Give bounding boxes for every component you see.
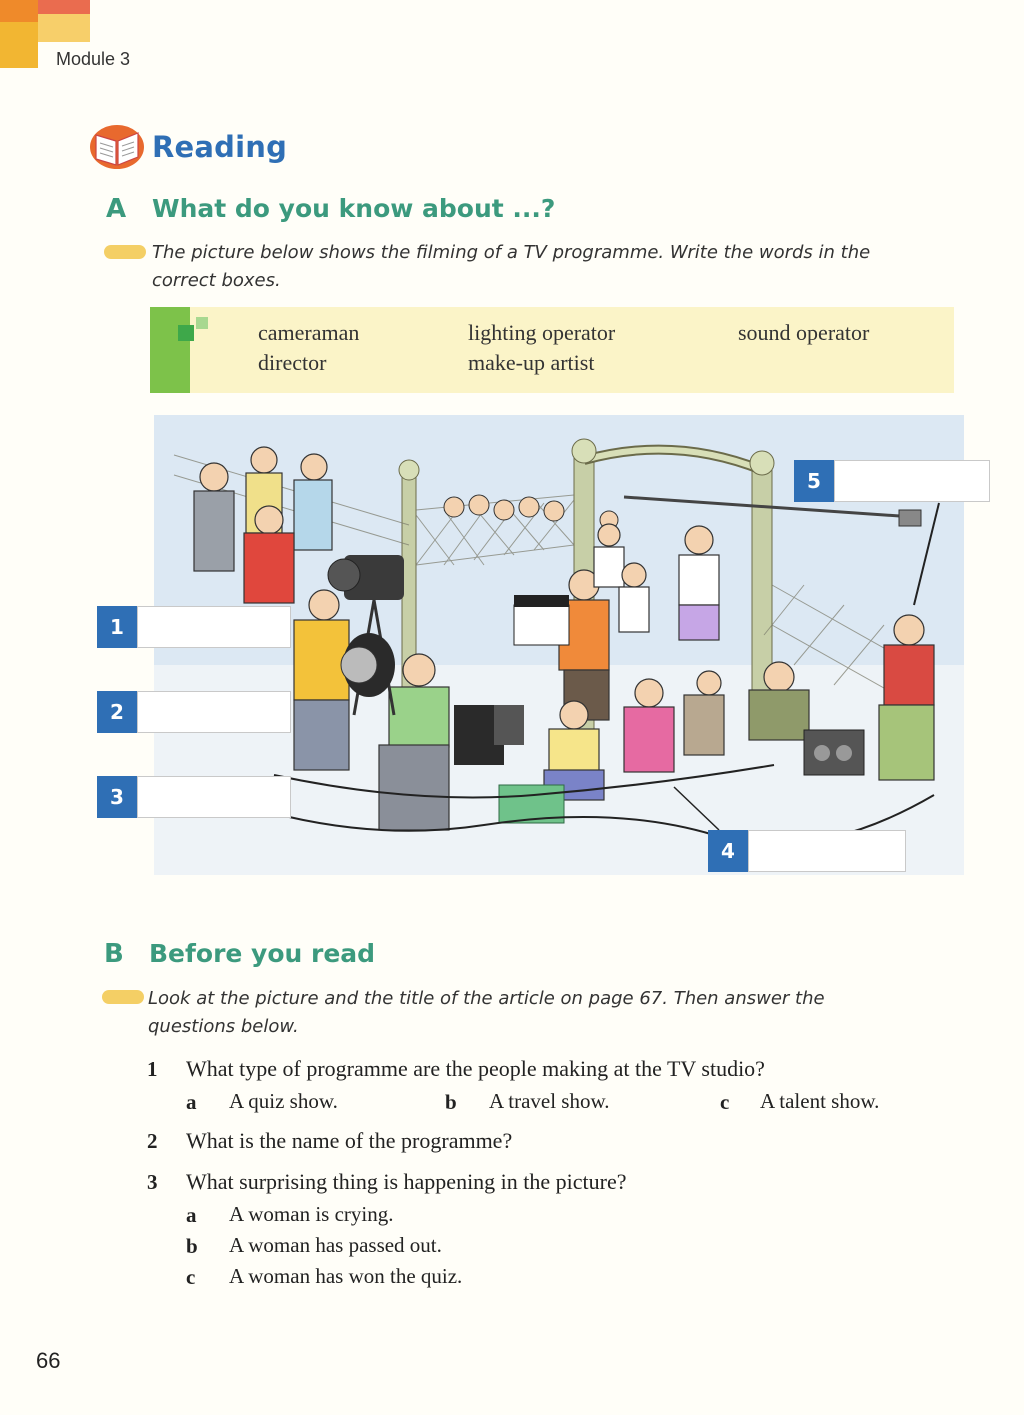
word-lighting-operator: lighting operator [468, 320, 616, 345]
word-bank [150, 307, 954, 393]
section-b-letter: B [104, 939, 124, 969]
answer-box-1[interactable] [97, 606, 291, 648]
question-number: 1 [147, 1057, 158, 1081]
word-cameraman: cameraman [258, 320, 360, 345]
section-a-instruction-line1: The picture below shows the filming of a TV programme. Write the words in the [152, 242, 871, 263]
question-1-text: What type of programme are the people making at the TV studio? [186, 1056, 765, 1081]
answer-box-3[interactable] [97, 776, 291, 818]
answer-box-blank[interactable] [834, 460, 990, 502]
option-text[interactable]: A woman is crying. [229, 1202, 394, 1226]
section-a-letter: A [106, 194, 127, 224]
section-a-instruction-line2: correct boxes. [152, 270, 281, 291]
option-letter: c [186, 1265, 196, 1289]
answer-box-blank[interactable] [748, 830, 906, 872]
question-number: 3 [147, 1170, 158, 1194]
corner-decoration [0, 0, 38, 22]
answer-box-number: 4 [708, 830, 748, 872]
question-2-text: What is the name of the programme? [186, 1128, 513, 1153]
word-director: director [258, 350, 327, 375]
answer-box-number: 5 [794, 460, 834, 502]
answer-box-4[interactable] [708, 830, 906, 872]
word-make-up-artist: make-up artist [468, 350, 595, 375]
section-heading-reading: Reading [152, 130, 288, 164]
answer-box-number: 2 [97, 691, 137, 733]
option-letter: b [186, 1234, 198, 1258]
word-sound-operator: sound operator [738, 320, 870, 345]
option-letter: a [186, 1203, 197, 1227]
option-letter: c [720, 1090, 730, 1114]
question-number: 2 [147, 1129, 158, 1153]
word-bank-accent [178, 325, 194, 341]
option-text[interactable]: A woman has passed out. [229, 1233, 442, 1257]
section-b-instruction-line2: questions below. [148, 1016, 299, 1037]
module-label: Module 3 [56, 49, 131, 69]
answer-box-number: 1 [97, 606, 137, 648]
answer-box-blank[interactable] [137, 606, 291, 648]
option-letter: a [186, 1090, 197, 1114]
instruction-marker [102, 990, 144, 1004]
answer-box-blank[interactable] [137, 776, 291, 818]
answer-box-number: 3 [97, 776, 137, 818]
option-text[interactable]: A travel show. [489, 1089, 610, 1113]
page-number: 66 [36, 1348, 61, 1373]
option-text[interactable]: A talent show. [760, 1089, 880, 1113]
question-3-text: What surprising thing is happening in the picture? [186, 1169, 627, 1194]
section-b-title: Before you read [149, 939, 376, 968]
answer-box-2[interactable] [97, 691, 291, 733]
option-text[interactable]: A quiz show. [229, 1089, 338, 1113]
word-bank-accent [150, 307, 190, 393]
book-icon [88, 121, 146, 171]
option-letter: b [445, 1090, 457, 1114]
section-a-title: What do you know about ...? [152, 194, 556, 223]
answer-box-5[interactable] [794, 460, 990, 502]
corner-decoration [38, 0, 90, 14]
answer-box-blank[interactable] [137, 691, 291, 733]
instruction-marker [104, 245, 146, 259]
word-bank-accent [196, 317, 208, 329]
section-b-instruction-line1: Look at the picture and the title of the article on page 67. Then answer the [148, 988, 825, 1009]
option-text[interactable]: A woman has won the quiz. [229, 1264, 463, 1288]
